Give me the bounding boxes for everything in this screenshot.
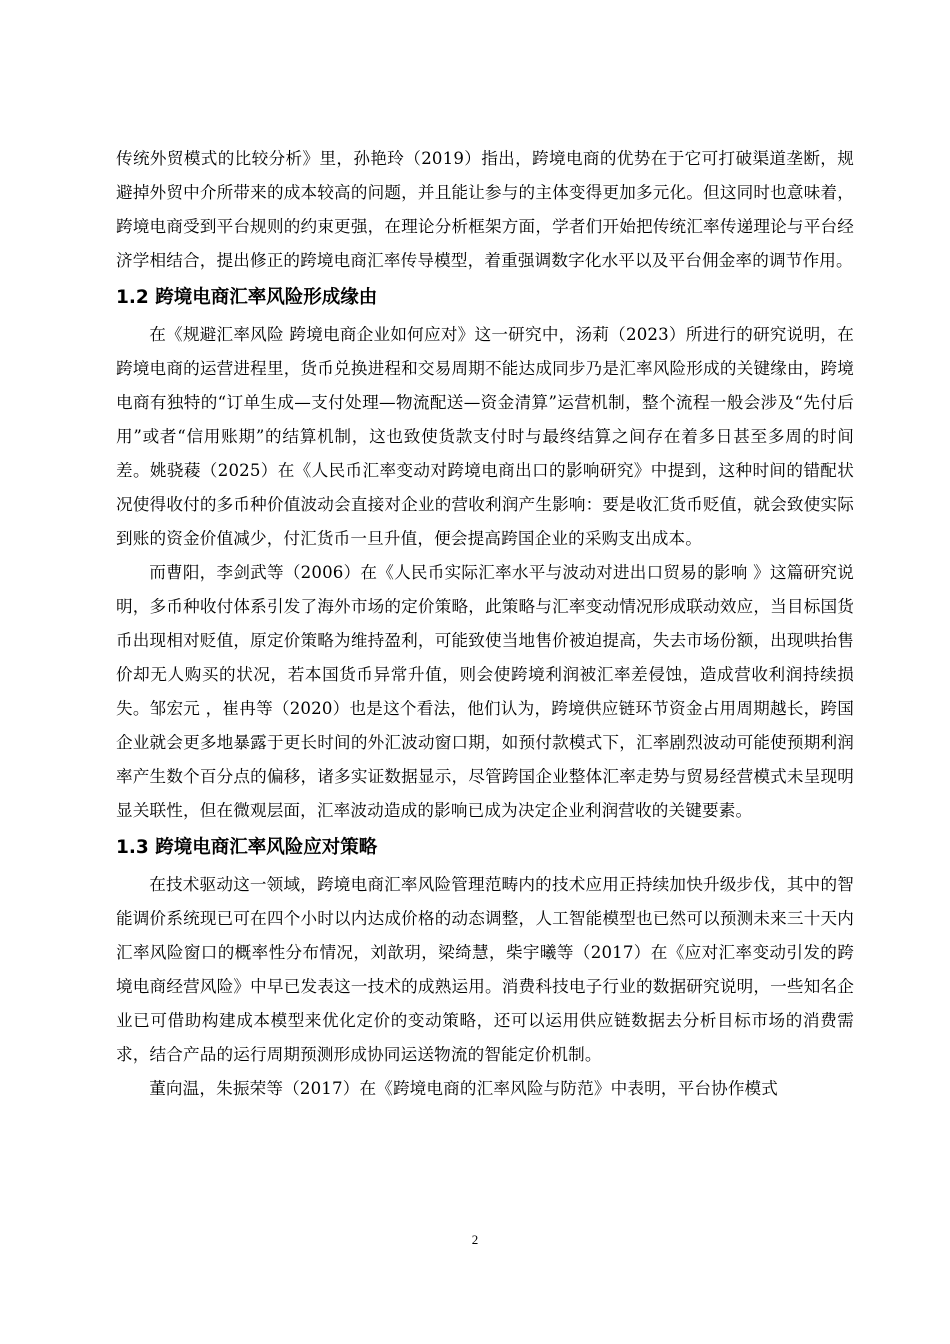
paragraph-platform-collaboration: 董向温，朱振荣等（2017）在《跨境电商的汇率风险与防范》中表明，平台协作模式 [149, 1079, 779, 1098]
section-heading-1-2: 1.2 跨境电商汇率风险形成缘由 [116, 287, 378, 308]
page-body [116, 142, 854, 1106]
paragraph-risk-causes-cao: 而曹阳，李剑武等（2006）在《人民币实际汇率水平与波动对进出口贸易的影响 》这篇研究说明，多币种收付体系引发了海外市场的定价策略，此策略与汇率变动情况形成联动效应，当目标国货币出现相对贬值，原定价策略为维持盈利，可能致使当地售价被迫提高，失去市场份额，出现哄抬售价却无人购买的状况，若本国货币异常升值，则会使跨境利润被汇率差侵蚀，造成营收利润持续损失。邹宏元 ，崔冉等（2020）也是这个看法，他们认为，跨境供应链环节资金占用周期越长，跨国企业就会更多地暴露于更长时间的外汇波动窗口期，如预付款模式下，汇率剧烈波动可能使预期利润率产生数个百分点的偏移，诸多实证数据显示，尽管跨国企业整体汇率走势与贸易经营模式未呈现明显关联性，但在微观层面，汇率波动造成的影响已成为决定企业利润营收的关键要素。 [116, 563, 854, 820]
paragraph-risk-causes-tang: 在《规避汇率风险 跨境电商企业如何应对》这一研究中，汤莉（2023）所进行的研究说明，在跨境电商的运营进程里，货币兑换进程和交易周期不能达成同步乃是汇率风险形成的关键缘由，跨境电商有独特的“订单生成—支付处理—物流配送—资金清算”运营机制，整个流程一般会涉及“先付后用”或者“信用账期”的结算机制，这也致使货款支付时与最终结算之间存在着多日甚至多周的时间差。姚骁薐（2025）在《人民币汇率变动对跨境电商出口的影响研究》中提到，这种时间的错配状况使得收付的多币种价值波动会直接对企业的营收利润产生影响：要是收汇货币贬值，就会致使实际到账的资金价值减少，付汇货币一旦升值，便会提高跨国企业的采购支出成本。 [116, 325, 854, 548]
page-number: 2 [471, 1232, 479, 1247]
section-heading-1-3: 1.3 跨境电商汇率风险应对策略 [116, 837, 378, 858]
paragraph-comparative-analysis: 传统外贸模式的比较分析》里，孙艳玲（2019）指出，跨境电商的优势在于它可打破渠道垄断，规避掉外贸中介所带来的成本较高的问题，并且能让参与的主体变得更加多元化。但这同时也意味着，跨境电商受到平台规则的约束更强，在理论分析框架方面，学者们开始把传统汇率传递理论与平台经济学相结合，提出修正的跨境电商汇率传导模型，着重强调数字化水平以及平台佣金率的调节作用。 [116, 149, 854, 270]
paragraph-tech-strategies: 在技术驱动这一领域，跨境电商汇率风险管理范畴内的技术应用正持续加快升级步伐，其中的智能调价系统现已可在四个小时以内达成价格的动态调整，人工智能模型也已然可以预测未来三十天内汇率风险窗口的概率性分布情况，刘歆玥，梁绮慧，柴宇曦等（2017）在《应对汇率变动引发的跨境电商经营风险》中早已发表这一技术的成熟运用。消费科技电子行业的数据研究说明，一些知名企业已可借助构建成本模型来优化定价的变动策略，还可以运用供应链数据去分析目标市场的消费需求，结合产品的运行周期预测形成协同运送物流的智能定价机制。 [116, 875, 854, 1064]
